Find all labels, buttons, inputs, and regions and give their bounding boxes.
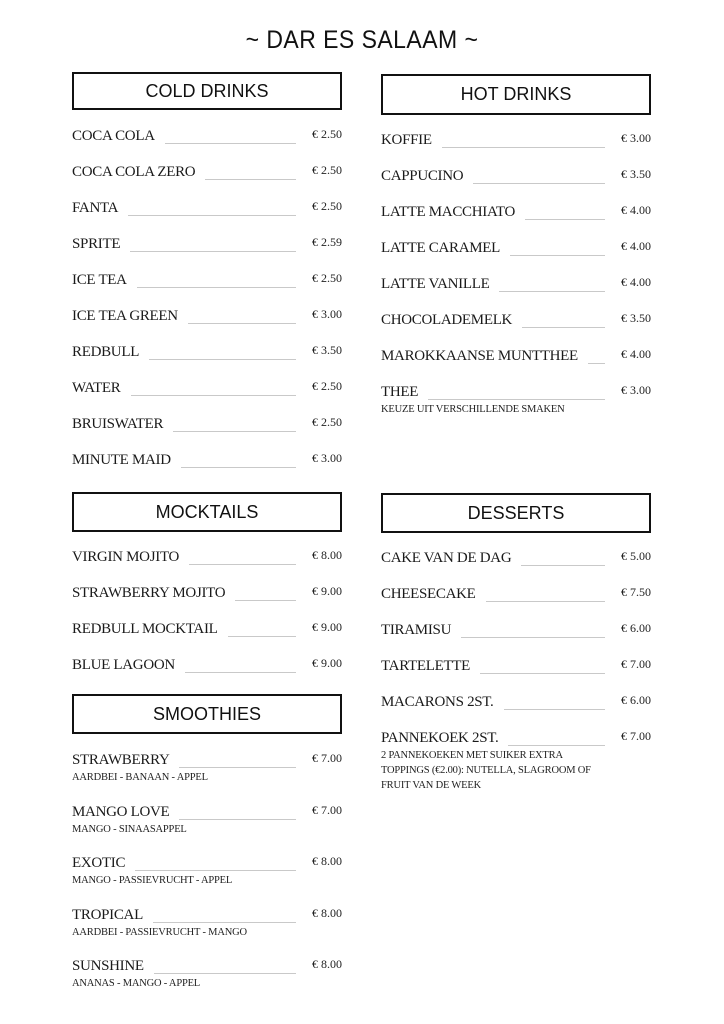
dotted-leader [137,286,296,288]
dotted-leader [525,218,605,220]
dotted-leader [504,708,605,710]
dotted-leader [486,600,605,602]
item-name: CHOCOLADEMELK [381,312,513,328]
menu-item [72,415,342,451]
item-name: COCA COLA ZERO [72,164,196,180]
menu-item [72,906,342,958]
section-cold-drinks [72,72,342,487]
item-description: ANANAS - MANGO - APPEL [72,978,201,989]
item-description: MANGO - SINAASAPPEL [72,823,187,835]
item-name: TARTELETTE [381,658,471,674]
dotted-leader [428,398,605,400]
item-price: € 2.50 [312,127,342,141]
item-price: € 2.50 [312,163,342,177]
menu-item [72,199,342,235]
menu-item [72,307,342,343]
item-price: € 7.00 [621,657,651,671]
item-price: € 3.00 [621,131,651,145]
item-price: € 3.50 [621,167,651,181]
menu-item [381,585,651,621]
menu-item [72,163,342,199]
dotted-leader [521,564,605,566]
item-name: COCA COLA [72,128,155,144]
item-price: € 3.00 [312,307,342,321]
item-name: WATER [72,380,121,396]
dotted-leader [188,322,296,324]
item-name: BRUISWATER [72,416,164,432]
item-name: MINUTE MAID [72,452,171,468]
item-list [72,751,342,1009]
item-price: € 8.00 [312,854,342,868]
item-name: TROPICAL [72,906,143,923]
section-header-desserts: DESSERTS [381,493,651,533]
dotted-leader [149,358,296,360]
menu-item [381,311,651,347]
menu-item [72,271,342,307]
item-price: € 2.50 [312,271,342,285]
item-name: LATTE MACCHIATO [381,204,515,220]
dotted-leader [499,290,605,292]
dotted-leader [235,599,296,601]
item-list [72,127,342,487]
item-price: € 2.59 [312,235,342,249]
section-header-hot-drinks: HOT DRINKS [381,74,651,115]
item-price: € 8.00 [312,905,342,920]
menu-item [381,657,651,693]
item-name: REDBULL [72,344,140,360]
item-description: MANGO - PASSIEVRUCHT - APPEL [72,875,233,886]
item-name: KOFFIE [381,132,432,148]
dotted-leader [153,921,296,923]
item-name: STRAWBERRY MOJITO [72,585,226,601]
item-name: FANTA [72,200,119,216]
item-name: STRAWBERRY [72,752,170,768]
item-price: € 5.00 [621,549,651,563]
dotted-leader [522,326,605,328]
item-name: BLUE LAGOON [72,657,175,673]
item-description: KEUZE UIT VERSCHILLENDE SMAKEN [381,404,565,415]
item-name: MANGO LOVE [72,803,170,820]
item-description: AARDBEI - PASSIEVRUCHT - MANGO [72,926,247,938]
item-name: MAROKKAANSE MUNTTHEE [381,348,578,364]
dotted-leader [179,818,296,820]
item-name: TIRAMISU [381,622,452,638]
menu-title: ~ DAR ES SALAAM ~ [245,26,479,54]
menu-item [381,549,651,585]
item-price: € 7.50 [621,585,651,599]
item-price: € 3.00 [312,451,342,465]
menu-item [381,729,651,793]
dotted-leader [154,972,296,974]
item-price: € 2.50 [312,415,342,429]
menu-item [72,451,342,487]
item-name: SUNSHINE [72,958,144,974]
item-price: € 6.00 [621,693,651,707]
item-name: ICE TEA [72,272,127,288]
menu-item [72,548,342,584]
item-name: CAKE VAN DE DAG [381,550,512,566]
item-list [381,131,651,419]
item-name: LATTE VANILLE [381,276,490,292]
dotted-leader [185,671,296,673]
dotted-leader [205,178,296,180]
dotted-leader [165,142,296,144]
item-name: MACARONS 2ST. [381,694,494,710]
menu-item [381,693,651,729]
item-price: € 9.00 [312,656,342,670]
dotted-leader [473,182,605,184]
item-price: € 9.00 [312,620,342,634]
item-price: € 3.00 [621,383,651,397]
item-price: € 7.00 [312,751,342,765]
menu-item [381,621,651,657]
menu-item [72,803,342,855]
item-price: € 3.50 [312,343,342,357]
item-price: € 4.00 [621,203,651,217]
menu-item [72,343,342,379]
menu-item [72,751,342,803]
item-name: CHEESECAKE [381,586,476,602]
item-price: € 4.00 [621,347,651,361]
item-name: LATTE CARAMEL [381,240,501,256]
item-name: EXOTIC [72,855,126,871]
menu-item [381,131,651,167]
section-header-mocktails: MOCKTAILS [72,492,342,532]
menu-item [72,584,342,620]
dotted-leader [480,672,605,674]
menu-item [381,203,651,239]
item-name: THEE [381,384,419,400]
dotted-leader [508,744,605,746]
item-price: € 7.00 [312,802,342,817]
menu-item [381,239,651,275]
item-price: € 3.50 [621,311,651,325]
menu-item [381,347,651,383]
item-price: € 4.00 [621,275,651,289]
dotted-leader [130,250,296,252]
menu-item [381,167,651,203]
section-header-cold-drinks: COLD DRINKS [72,72,342,110]
dotted-leader [442,146,605,148]
dotted-leader [135,869,296,871]
item-price: € 2.50 [312,379,342,393]
dotted-leader [189,563,296,565]
dotted-leader [128,214,296,216]
menu-item [381,275,651,311]
item-name: PANNEKOEK 2ST. [381,730,499,746]
section-smoothies [72,694,342,1009]
dotted-leader [173,430,296,432]
menu-item [72,235,342,271]
dotted-leader [510,254,605,256]
item-price: € 8.00 [312,548,342,562]
item-price: € 2.50 [312,199,342,213]
menu-item [381,383,651,419]
item-name: REDBULL MOCKTAIL [72,621,218,637]
dotted-leader [181,466,296,468]
menu-item [72,379,342,415]
item-price: € 9.00 [312,584,342,598]
item-price: € 8.00 [312,957,342,971]
section-header-smoothies: SMOOTHIES [72,694,342,734]
dotted-leader [179,766,296,768]
section-desserts [381,493,651,793]
item-description: AARDBEI - BANAAN - APPEL [72,772,208,783]
item-price: € 4.00 [621,239,651,253]
dotted-leader [131,394,297,396]
dotted-leader [588,362,605,364]
item-name: CAPPUCINO [381,168,464,184]
menu-item [72,127,342,163]
item-name: SPRITE [72,236,121,252]
section-mocktails [72,492,342,692]
menu-item [72,957,342,1009]
item-name: VIRGIN MOJITO [72,549,180,565]
dotted-leader [228,635,296,637]
dotted-leader [461,636,605,638]
menu-item [72,656,342,692]
menu-item [72,620,342,656]
section-hot-drinks [381,74,651,419]
item-price: € 7.00 [621,729,651,743]
item-price: € 6.00 [621,621,651,635]
item-list [381,549,651,793]
item-name: ICE TEA GREEN [72,308,178,324]
item-list [72,548,342,692]
item-description: 2 PANNEKOEKEN MET SUIKER EXTRA TOPPINGS (€2.00): NUTELLA, SLAGROOM OF FRUIT VAN DE WEEK [381,750,591,791]
menu-item [72,854,342,906]
